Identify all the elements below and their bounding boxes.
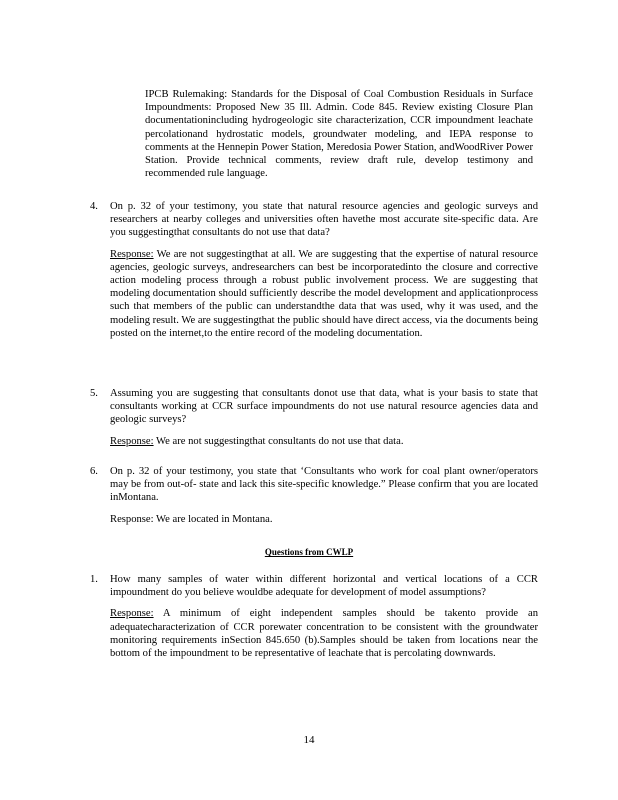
question-number: 4. [90, 201, 98, 212]
question-text: How many samples of water within different horizontal and vertical locations of a CCR impoundment do you believe wouldbe adequate for development of model assumptions? [110, 574, 538, 599]
response-text: A minimum of eight independent samples should be takento provide an adequatecharacterization of CCR porewater concentration to be consistent with the groundwater monitoring requirements inSection 845.650 (b).Samples should be taken from locations near the bottom of the impoundment to be representative of leachate that is percolating downwards. [110, 608, 538, 660]
response-paragraph [110, 513, 538, 526]
question-text: Assuming you are suggesting that consultants donot use that data, what is your basis to state that consultants working at CCR surface impoundments do not use natural resource agencies data and geologic surveys? [110, 388, 538, 426]
question-number: 1. [90, 574, 98, 585]
question-number: 5. [90, 388, 98, 399]
question-text: On p. 32 of your testimony, you state that ‘Consultants who work for coal plant owner/operators may be from out-of- state and lack this site-specific knowledge.” Please confirm that you are located inMontana. [110, 466, 538, 504]
response-label: Response: [110, 608, 154, 620]
question-text: On p. 32 of your testimony, you state that natural resource agencies and geologic surveys and researchers at nearby colleges and universities often havethe most accurate site-specific data. Are you suggestingthat consultants do not use that data? [110, 201, 538, 239]
bullet-text: IPCB Rulemaking: Standards for the Disposal of Coal Combustion Residuals in Surface Impoundments: Proposed New 35 Ill. Admin. Code 845. Review existing Closure Plan documentationincluding hydrogeologic site characterization, CCR impoundment leachate percolationand hydrostatic models, groundwater modeling, and IEPA response to comments at the Hennepin Power Station, Meredosia Power Station, andWoodRiver Power Station. Provide technical comments, review draft rule, develop testimony and recommended rule language. [145, 89, 533, 180]
response-paragraph [110, 248, 538, 340]
response-paragraph [110, 607, 538, 660]
response-text: We are not suggestingthat consultants do not use that data. [153, 435, 404, 447]
response-text: Response: We are located in Montana. [110, 513, 273, 525]
response-label: Response: [110, 248, 154, 260]
section-heading: Questions from CWLP [264, 547, 354, 557]
question-number: 6. [90, 466, 98, 477]
response-text: We are not suggestingthat at all. We are suggesting that the expertise of natural resource agencies, geologic surveys, andresearchers can best be incorporatedinto the closure and corrective action modeling process through a robust public involvement process. We are suggesting that modeling documentation should sufficiently describe the model development and applicationprocess such that members of the public can understandthe data that was used, why it was used, and the modeling result. We are suggestingthat the public should have direct access, via the documents being posted on the internet,to the entire record of the modeling documentation. [110, 248, 538, 339]
response-label: Response: [110, 435, 154, 447]
response-paragraph [110, 435, 538, 448]
page-number: 14 [303, 734, 315, 746]
